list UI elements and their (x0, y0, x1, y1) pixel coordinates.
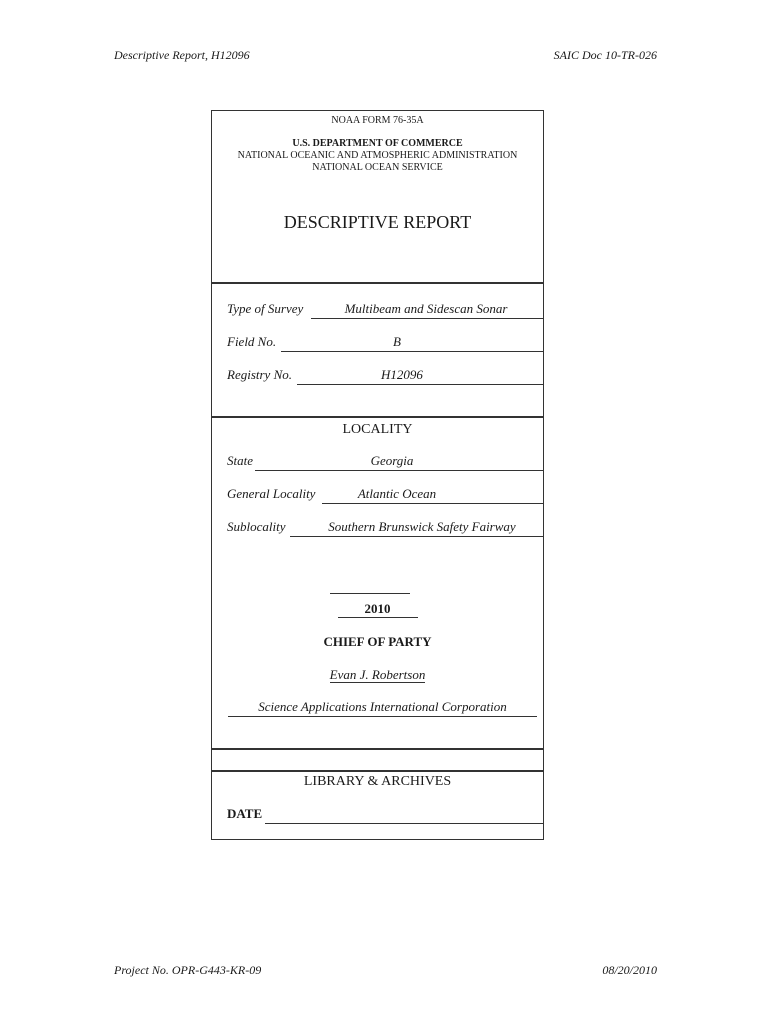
department-name: U.S. DEPARTMENT OF COMMERCE (292, 138, 463, 149)
year-value: 2010 (338, 601, 418, 618)
organization: Science Applications International Corporation (228, 699, 537, 717)
page-footer-left: Project No. OPR-G443-KR-09 (114, 963, 262, 977)
date-field (227, 806, 543, 824)
administration-name: NATIONAL OCEANIC AND ATMOSPHERIC ADMINISTRATION (237, 150, 518, 161)
section-divider (212, 770, 543, 772)
locality-heading: LOCALITY (342, 422, 413, 437)
field-no-value: B (393, 334, 401, 349)
type-of-survey-field (227, 301, 543, 319)
sublocality-field (227, 519, 543, 537)
type-of-survey-label: Type of Survey (227, 301, 304, 316)
service-name: NATIONAL OCEAN SERVICE (312, 162, 443, 173)
page-header-left: Descriptive Report, H12096 (114, 48, 250, 62)
field-no-label: Field No. (227, 334, 277, 349)
year (212, 601, 543, 618)
chief-of-party-name (212, 667, 543, 683)
noaa-form (211, 110, 544, 840)
library-archives-heading: LIBRARY & ARCHIVES (303, 774, 452, 789)
general-locality-label: General Locality (227, 486, 316, 501)
state-field (227, 453, 543, 471)
chief-of-party-heading: CHIEF OF PARTY (323, 634, 432, 649)
sublocality-value: Southern Brunswick Safety Fairway (328, 519, 516, 534)
form-number: NOAA FORM 76-35A (331, 115, 424, 126)
state-value: Georgia (370, 453, 414, 468)
section-divider (212, 416, 543, 418)
general-locality-value: Atlantic Ocean (357, 486, 437, 501)
registry-no-value: H12096 (381, 367, 423, 382)
field-no-field (227, 334, 543, 352)
chief-name-value: Evan J. Robertson (329, 667, 426, 682)
state-label: State (227, 453, 253, 468)
sublocality-label: Sublocality (227, 519, 286, 534)
section-divider (212, 748, 543, 750)
report-title: DESCRIPTIVE REPORT (283, 212, 472, 232)
date-label: DATE (227, 806, 263, 821)
registry-no-label: Registry No. (227, 367, 292, 382)
type-of-survey-value: Multibeam and Sidescan Sonar (344, 301, 508, 316)
section-divider (212, 282, 543, 284)
page-footer-right: 08/20/2010 (602, 963, 657, 977)
general-locality-field (227, 486, 543, 504)
registry-no-field (227, 367, 543, 385)
year-rule (330, 593, 410, 594)
page-header-right: SAIC Doc 10-TR-026 (553, 48, 657, 62)
